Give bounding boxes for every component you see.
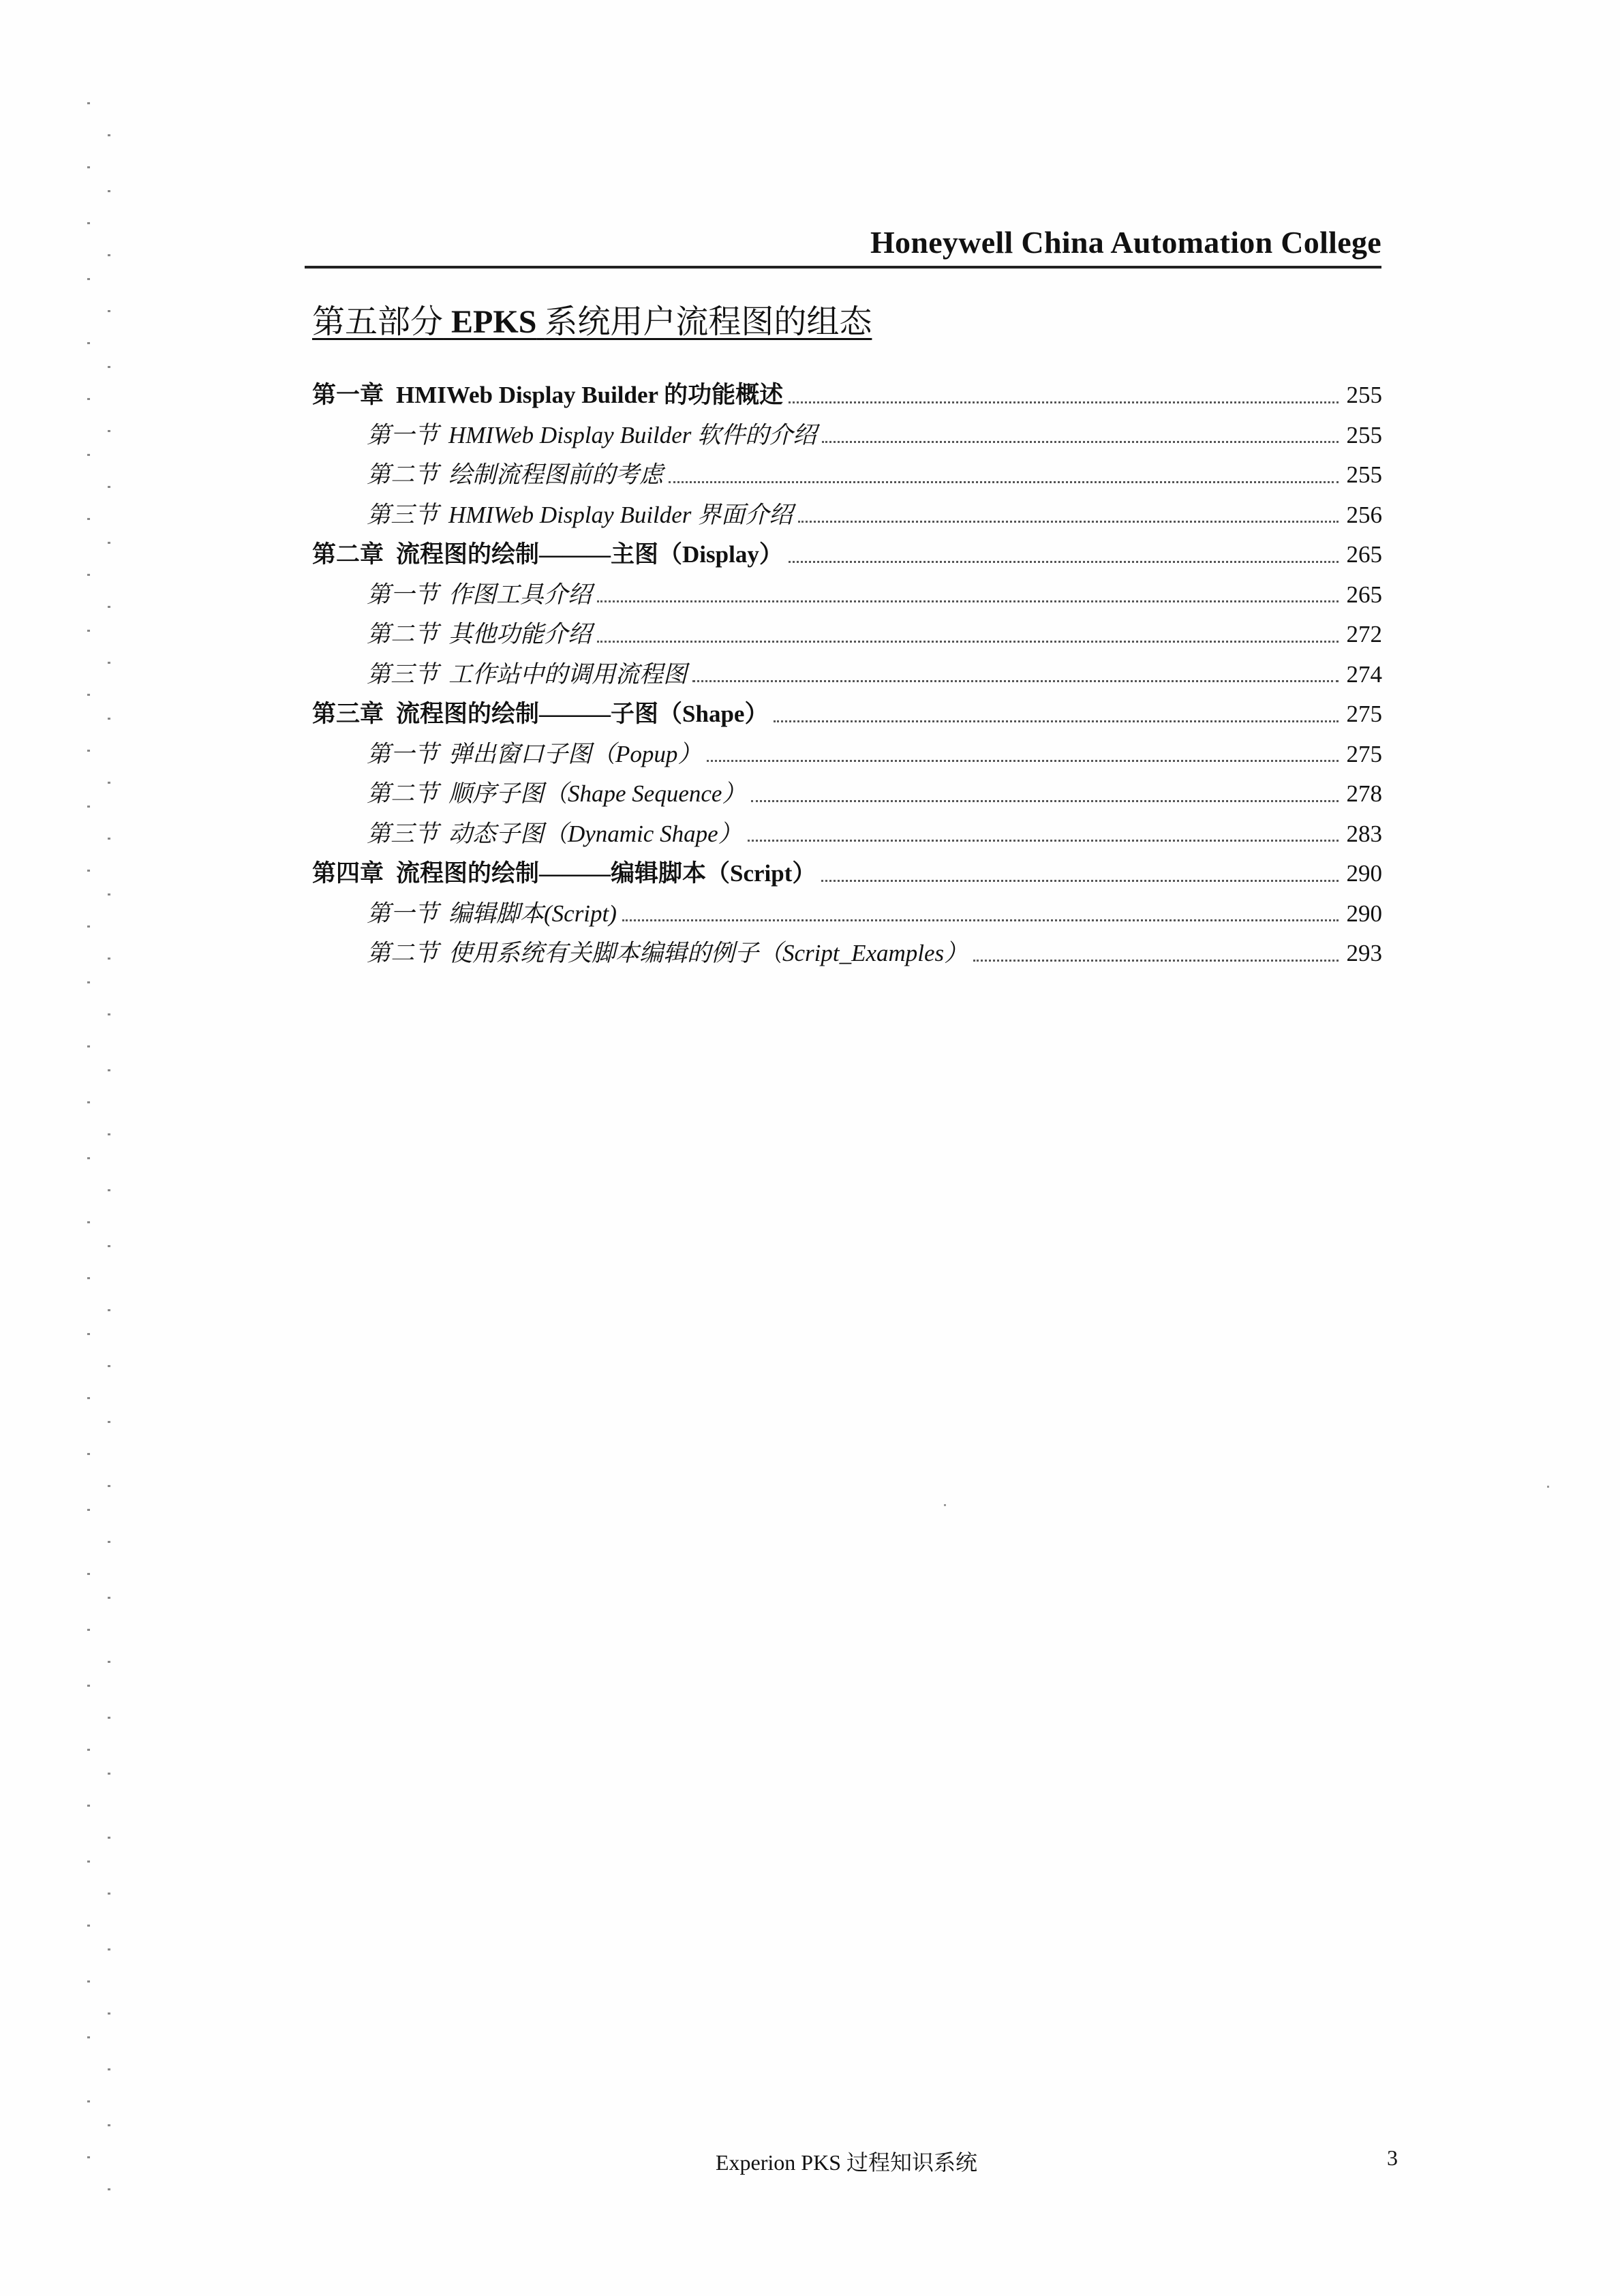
toc-dot-leader bbox=[751, 800, 1339, 802]
toc-entry-number: 第一章 bbox=[312, 382, 384, 408]
binding-mark bbox=[87, 1685, 90, 1687]
binding-mark bbox=[108, 1541, 110, 1543]
binding-mark bbox=[87, 750, 90, 752]
toc-entry-title: 流程图的绘制———主图（Display） bbox=[396, 541, 783, 568]
binding-mark bbox=[87, 1157, 90, 1159]
toc-entry-title: 动态子图（Dynamic Shape） bbox=[448, 820, 742, 847]
binding-mark bbox=[108, 1309, 110, 1311]
binding-mark bbox=[87, 1045, 90, 1047]
binding-mark bbox=[108, 430, 110, 432]
binding-mark bbox=[87, 694, 90, 696]
binding-mark bbox=[108, 1189, 110, 1191]
toc-entry-title: 使用系统有关脚本编辑的例子（Script_Examples） bbox=[448, 940, 968, 966]
binding-mark bbox=[87, 806, 90, 808]
binding-mark bbox=[108, 2188, 110, 2190]
toc-section-row[interactable] bbox=[312, 934, 1382, 975]
toc-entry-number: 第三节 bbox=[367, 660, 439, 688]
toc-section-row[interactable] bbox=[312, 735, 1382, 776]
scan-speck bbox=[1547, 1486, 1549, 1488]
toc-section-row[interactable] bbox=[312, 576, 1382, 616]
toc-section-row[interactable] bbox=[312, 815, 1382, 855]
binding-mark bbox=[87, 1397, 90, 1399]
binding-mark bbox=[108, 1893, 110, 1895]
part-title bbox=[312, 295, 872, 342]
toc-entry-title: 顺序子图（Shape Sequence） bbox=[448, 780, 746, 807]
toc-page-number: 274 bbox=[1346, 660, 1382, 688]
footer-text: Experion PKS 过程知识系统 bbox=[716, 2150, 978, 2175]
binding-mark bbox=[87, 454, 90, 456]
toc-dot-leader bbox=[821, 880, 1339, 882]
binding-marks bbox=[80, 102, 128, 2249]
toc-page-number: 283 bbox=[1346, 820, 1382, 847]
binding-mark bbox=[87, 278, 90, 280]
toc-entry-number: 第一节 bbox=[367, 581, 439, 608]
toc-page-number: 278 bbox=[1346, 780, 1382, 807]
binding-mark bbox=[108, 1421, 110, 1423]
binding-mark bbox=[108, 1837, 110, 1839]
toc-chapter-row[interactable] bbox=[312, 855, 1382, 895]
binding-mark bbox=[108, 1133, 110, 1135]
toc-dot-leader bbox=[622, 919, 1339, 921]
toc-dot-leader bbox=[597, 600, 1339, 602]
binding-mark bbox=[87, 1980, 90, 1983]
binding-mark bbox=[87, 222, 90, 224]
page-header bbox=[305, 217, 1381, 269]
binding-mark bbox=[87, 1861, 90, 1863]
binding-mark bbox=[108, 2124, 110, 2126]
binding-mark bbox=[108, 838, 110, 840]
binding-mark bbox=[87, 1221, 90, 1223]
binding-mark bbox=[87, 518, 90, 520]
toc-entry-number: 第二节 bbox=[367, 940, 439, 966]
binding-mark bbox=[108, 2012, 110, 2015]
toc-dot-leader bbox=[669, 481, 1339, 483]
toc-entry-title: 其他功能介绍 bbox=[448, 621, 592, 647]
toc-section-row[interactable] bbox=[312, 416, 1382, 457]
toc-page-number: 272 bbox=[1346, 621, 1382, 647]
toc-page-number: 255 bbox=[1346, 461, 1382, 488]
toc-chapter-row[interactable] bbox=[312, 536, 1382, 576]
binding-mark bbox=[108, 2068, 110, 2070]
toc-entry-title: HMIWeb Display Builder 界面介绍 bbox=[448, 501, 793, 528]
toc-page-number: 275 bbox=[1346, 701, 1382, 727]
toc-entry-number: 第四章 bbox=[312, 860, 384, 887]
toc-section-row[interactable] bbox=[312, 496, 1382, 536]
binding-mark bbox=[108, 366, 110, 368]
toc-entry-number: 第二节 bbox=[367, 621, 439, 647]
table-of-contents bbox=[312, 376, 1382, 975]
binding-mark bbox=[108, 1365, 110, 1367]
binding-mark bbox=[87, 1573, 90, 1575]
toc-page-number: 290 bbox=[1346, 900, 1382, 927]
toc-page-number: 265 bbox=[1346, 581, 1382, 608]
toc-entry-title: 工作站中的调用流程图 bbox=[448, 660, 688, 688]
binding-mark bbox=[108, 1948, 110, 1950]
part-title-prefix: 第五部分 bbox=[312, 304, 444, 340]
toc-dot-leader bbox=[973, 960, 1339, 962]
toc-section-row[interactable] bbox=[312, 656, 1382, 696]
binding-mark bbox=[108, 1485, 110, 1487]
toc-page-number: 265 bbox=[1346, 541, 1382, 568]
binding-mark bbox=[87, 925, 90, 928]
binding-mark bbox=[87, 981, 90, 983]
toc-page-number: 290 bbox=[1346, 860, 1382, 887]
toc-chapter-row[interactable] bbox=[312, 376, 1382, 416]
binding-mark bbox=[87, 1453, 90, 1455]
toc-dot-leader bbox=[692, 680, 1339, 682]
toc-dot-leader bbox=[774, 720, 1339, 722]
toc-entry-number: 第二章 bbox=[312, 541, 384, 568]
footer-page-number: 3 bbox=[1387, 2145, 1398, 2170]
binding-mark bbox=[108, 486, 110, 488]
toc-entry-number: 第一节 bbox=[367, 900, 439, 927]
toc-entry-number: 第三节 bbox=[367, 820, 439, 847]
binding-mark bbox=[108, 662, 110, 664]
binding-mark bbox=[87, 166, 90, 168]
toc-page-number: 293 bbox=[1346, 940, 1382, 966]
toc-entry-title: 作图工具介绍 bbox=[448, 581, 592, 608]
binding-mark bbox=[108, 958, 110, 960]
binding-mark bbox=[87, 342, 90, 344]
binding-mark bbox=[87, 1101, 90, 1103]
binding-mark bbox=[108, 1661, 110, 1663]
binding-mark bbox=[108, 606, 110, 608]
binding-mark bbox=[108, 1013, 110, 1015]
toc-entry-title: 流程图的绘制———编辑脚本（Script） bbox=[396, 860, 816, 887]
binding-mark bbox=[108, 718, 110, 720]
binding-mark bbox=[87, 1925, 90, 1927]
binding-mark bbox=[108, 310, 110, 312]
binding-mark bbox=[108, 542, 110, 544]
toc-page-number: 256 bbox=[1346, 501, 1382, 528]
toc-entry-number: 第一节 bbox=[367, 740, 439, 767]
binding-mark bbox=[87, 1509, 90, 1511]
toc-entry-title: 流程图的绘制———子图（Shape） bbox=[396, 701, 769, 727]
binding-mark bbox=[87, 574, 90, 576]
binding-mark bbox=[87, 1805, 90, 1807]
binding-mark bbox=[87, 1277, 90, 1279]
toc-entry-title: 绘制流程图前的考虑 bbox=[448, 461, 664, 488]
scan-speck bbox=[944, 1504, 946, 1506]
binding-mark bbox=[108, 1069, 110, 1071]
toc-dot-leader bbox=[789, 401, 1339, 403]
binding-mark bbox=[108, 190, 110, 192]
part-title-suffix: 系统用户流程图的组态 bbox=[545, 304, 872, 340]
binding-mark bbox=[108, 1773, 110, 1775]
toc-page-number: 275 bbox=[1346, 740, 1382, 767]
toc-section-row[interactable] bbox=[312, 456, 1382, 496]
toc-entry-title: HMIWeb Display Builder 软件的介绍 bbox=[448, 421, 817, 448]
toc-entry-title: HMIWeb Display Builder 的功能概述 bbox=[396, 382, 784, 408]
toc-chapter-row[interactable] bbox=[312, 695, 1382, 735]
toc-entry-number: 第二节 bbox=[367, 461, 439, 488]
toc-entry-number: 第三节 bbox=[367, 501, 439, 528]
binding-mark bbox=[108, 254, 110, 256]
toc-section-row[interactable] bbox=[312, 775, 1382, 815]
binding-mark bbox=[108, 1245, 110, 1247]
binding-mark bbox=[87, 1333, 90, 1335]
toc-page-number: 255 bbox=[1346, 382, 1382, 408]
toc-section-row[interactable] bbox=[312, 615, 1382, 656]
header-title: Honeywell China Automation College bbox=[870, 225, 1381, 260]
binding-mark bbox=[87, 398, 90, 400]
toc-section-row[interactable] bbox=[312, 895, 1382, 935]
binding-mark bbox=[87, 2036, 90, 2038]
binding-mark bbox=[87, 1749, 90, 1751]
binding-mark bbox=[87, 2156, 90, 2158]
toc-dot-leader bbox=[798, 521, 1339, 523]
toc-entry-number: 第二节 bbox=[367, 780, 439, 807]
toc-dot-leader bbox=[822, 441, 1339, 443]
toc-entry-number: 第一节 bbox=[367, 421, 439, 448]
binding-mark bbox=[87, 102, 90, 104]
binding-mark bbox=[87, 630, 90, 632]
toc-page-number: 255 bbox=[1346, 421, 1382, 448]
binding-mark bbox=[108, 782, 110, 784]
binding-mark bbox=[108, 893, 110, 896]
binding-mark bbox=[108, 134, 110, 136]
binding-mark bbox=[108, 1717, 110, 1719]
toc-entry-title: 编辑脚本(Script) bbox=[448, 900, 617, 927]
toc-dot-leader bbox=[707, 760, 1339, 762]
binding-mark bbox=[87, 870, 90, 872]
toc-entry-title: 弹出窗口子图（Popup） bbox=[448, 740, 702, 767]
part-title-latin: EPKS bbox=[451, 304, 537, 340]
binding-mark bbox=[87, 1629, 90, 1631]
toc-dot-leader bbox=[597, 641, 1339, 643]
binding-mark bbox=[87, 2100, 90, 2102]
toc-dot-leader bbox=[748, 840, 1339, 842]
toc-dot-leader bbox=[789, 561, 1339, 563]
toc-entry-number: 第三章 bbox=[312, 701, 384, 727]
binding-mark bbox=[108, 1597, 110, 1599]
